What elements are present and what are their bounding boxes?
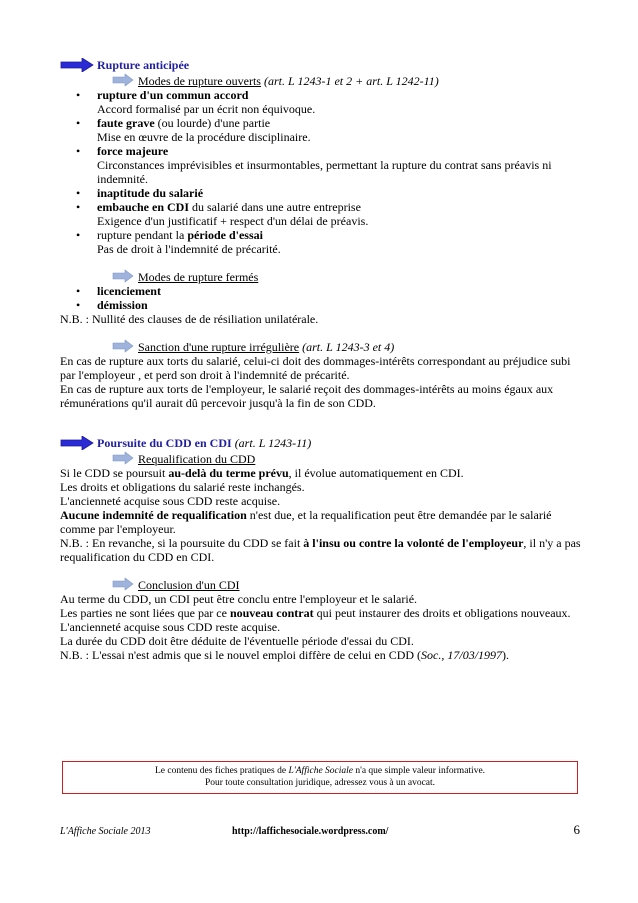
disclaimer-box: [62, 761, 578, 794]
paragraph: En cas de rupture aux torts de l'employeur, le salarié reçoit des dommages-intérêts au moins égaux aux: [60, 382, 554, 396]
subheading-conclusion: Conclusion d'un CDI: [60, 578, 580, 592]
page-footer: [60, 823, 580, 837]
paragraph: La durée du CDD doit être déduite de l'éventuelle période d'essai du CDI.: [60, 634, 414, 648]
disclaimer-line: Pour toute consultation juridique, adressez vous à un avocat.: [204, 778, 436, 788]
paragraph: rémunérations qu'il aurait dû percevoir jusqu'à la fin de son CDD.: [60, 396, 376, 410]
subheading-open-modes: Modes de rupture ouverts (art. L 1243-1 et 2 + art. L 1242-11): [60, 74, 580, 88]
page-number: 6: [573, 822, 580, 837]
list-item: • rupture d'un commun accord Accord formalisé par un écrit non équivoque.: [76, 88, 316, 116]
arrow-right-icon: [60, 58, 94, 72]
arrow-right-icon: [112, 73, 134, 87]
section-rupture-anticipee: [60, 58, 580, 410]
footer-publisher: L'Affiche Sociale 2013: [60, 826, 151, 837]
paragraph: N.B. : En revanche, si la poursuite du CDD se fait à l'insu ou contre la volonté de l'employeur, il n'y a pas: [60, 536, 581, 550]
list-item: • démission: [76, 298, 148, 312]
arrow-right-icon: [60, 436, 94, 450]
footer-url-link[interactable]: http://laffichesociale.wordpress.com/: [232, 826, 389, 837]
section-poursuite-cdd: [60, 436, 580, 662]
paragraph: Les parties ne sont liées que par ce nouveau contrat qui peut instaurer des droits et obligations nouveaux.: [60, 606, 571, 620]
section-heading: Poursuite du CDD en CDI (art. L 1243-11): [60, 436, 580, 452]
paragraph: Aucune indemnité de requalification n'est due, et la requalification peut être demandée par le salarié: [60, 508, 552, 522]
list-item: • licenciement: [76, 284, 161, 298]
list-item: • faute grave (ou lourde) d'une partie Mise en œuvre de la procédure disciplinaire.: [76, 116, 311, 144]
section-title: Rupture anticipée: [97, 58, 190, 72]
paragraph: comme par l'employeur.: [60, 522, 176, 536]
arrow-right-icon: [112, 339, 134, 353]
paragraph: L'ancienneté acquise sous CDD reste acquise.: [60, 620, 281, 634]
subheading-sanction: Sanction d'une rupture irrégulière (art. L 1243-3 et 4): [60, 340, 580, 354]
paragraph: L'ancienneté acquise sous CDD reste acquise.: [60, 494, 281, 508]
subheading-closed-modes: Modes de rupture fermés: [60, 270, 580, 284]
note: N.B. : Nullité des clauses de de résiliation unilatérale.: [60, 312, 319, 326]
list-item: • force majeure Circonstances imprévisibles et insurmontables, permettant la rupture du contrat sans préavis ni indemnité.: [76, 144, 552, 186]
paragraph: requalification du CDD en CDI.: [60, 550, 215, 564]
list-item: • inaptitude du salarié: [76, 186, 204, 200]
subheading-requalification: Requalification du CDD: [60, 452, 580, 466]
paragraph: Les droits et obligations du salarié reste inchangés.: [60, 480, 305, 494]
paragraph: N.B. : L'essai n'est admis que si le nouvel emploi diffère de celui en CDD (Soc., 17/03/1997).: [60, 648, 510, 662]
paragraph: Au terme du CDD, un CDI peut être conclu entre l'employeur et le salarié.: [60, 592, 418, 606]
list-item: • embauche en CDI du salarié dans une autre entreprise Exigence d'un justificatif + respect d'un délai de préavis.: [76, 200, 369, 228]
section-heading: [60, 58, 580, 74]
paragraph: En cas de rupture aux torts du salarié, celui-ci doit des dommages-intérêts correspondant au préjudice subi: [60, 354, 571, 368]
paragraph: par l'employeur , et perd son droit à l'indemnité de précarité.: [60, 368, 350, 382]
arrow-right-icon: [112, 451, 134, 465]
list-item: • rupture pendant la période d'essai Pas de droit à l'indemnité de précarité.: [76, 228, 281, 256]
paragraph: Si le CDD se poursuit au-delà du terme prévu, il évolue automatiquement en CDI.: [60, 466, 464, 480]
disclaimer-line: Le contenu des fiches pratiques de L'Affiche Sociale n'a que simple valeur informative.: [154, 766, 486, 776]
section-title: Poursuite du CDD en CDI: [97, 436, 232, 450]
arrow-right-icon: [112, 269, 134, 283]
arrow-right-icon: [112, 577, 134, 591]
